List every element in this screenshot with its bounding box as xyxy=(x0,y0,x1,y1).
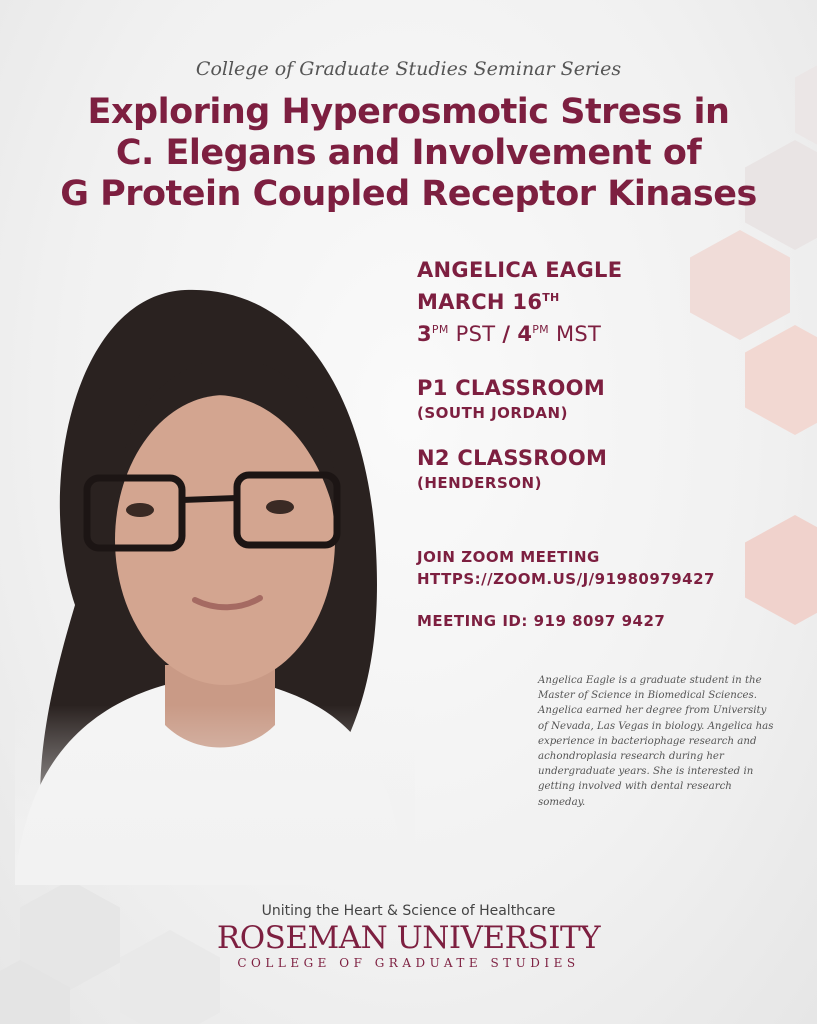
location-campus: (HENDERSON) xyxy=(417,474,542,492)
presenter-name: ANGELICA EAGLE xyxy=(417,258,623,282)
title-line: C. Elegans and Involvement of xyxy=(115,133,702,173)
date-suffix: TH xyxy=(542,291,560,304)
university-tagline: Uniting the Heart & Science of Healthcare xyxy=(261,903,556,919)
hexagon-decoration xyxy=(745,325,817,435)
event-date xyxy=(417,284,715,316)
presenter-bio: Angelica Eagle is a graduate student in the Master of Science in Biomedical Sciences. Angelica earned her degree from University of Nevada, Las Vegas in biology. Angelica has experience in bacteriophage research and achondroplasia research during her undergraduate years. She is interested in getting involved with dental research someday. xyxy=(538,675,774,808)
zoom-label: JOIN ZOOM MEETING xyxy=(417,548,600,566)
event-details xyxy=(417,256,715,632)
college-name: COLLEGE OF GRADUATE STUDIES xyxy=(237,956,580,970)
hexagon-decoration xyxy=(745,515,817,625)
title-line: G Protein Coupled Receptor Kinases xyxy=(60,174,757,214)
seminar-series-label: College of Graduate Studies Seminar Series xyxy=(195,58,622,80)
meeting-id: MEETING ID: 919 8097 9427 xyxy=(417,612,666,630)
time-zone: PST xyxy=(455,322,496,346)
time-suffix: PM xyxy=(532,323,549,336)
time-zone: MST xyxy=(555,322,602,346)
seminar-title xyxy=(0,92,817,215)
presenter-portrait xyxy=(15,285,415,885)
time-hour: 4 xyxy=(517,322,533,346)
university-logo: ROSEMAN UNIVERSITY xyxy=(216,920,601,956)
location-room: P1 CLASSROOM xyxy=(417,376,606,400)
location-campus: (SOUTH JORDAN) xyxy=(417,404,568,422)
event-time xyxy=(417,316,715,348)
time-separator: / xyxy=(502,322,511,346)
time-hour: 3 xyxy=(417,322,432,346)
title-line: Exploring Hyperosmotic Stress in xyxy=(87,92,730,132)
date-text: MARCH 16 xyxy=(417,290,543,314)
location-room: N2 CLASSROOM xyxy=(417,446,608,470)
time-suffix: PM xyxy=(431,323,449,336)
zoom-link[interactable]: HTTPS://ZOOM.US/J/91980979427 xyxy=(417,570,715,588)
